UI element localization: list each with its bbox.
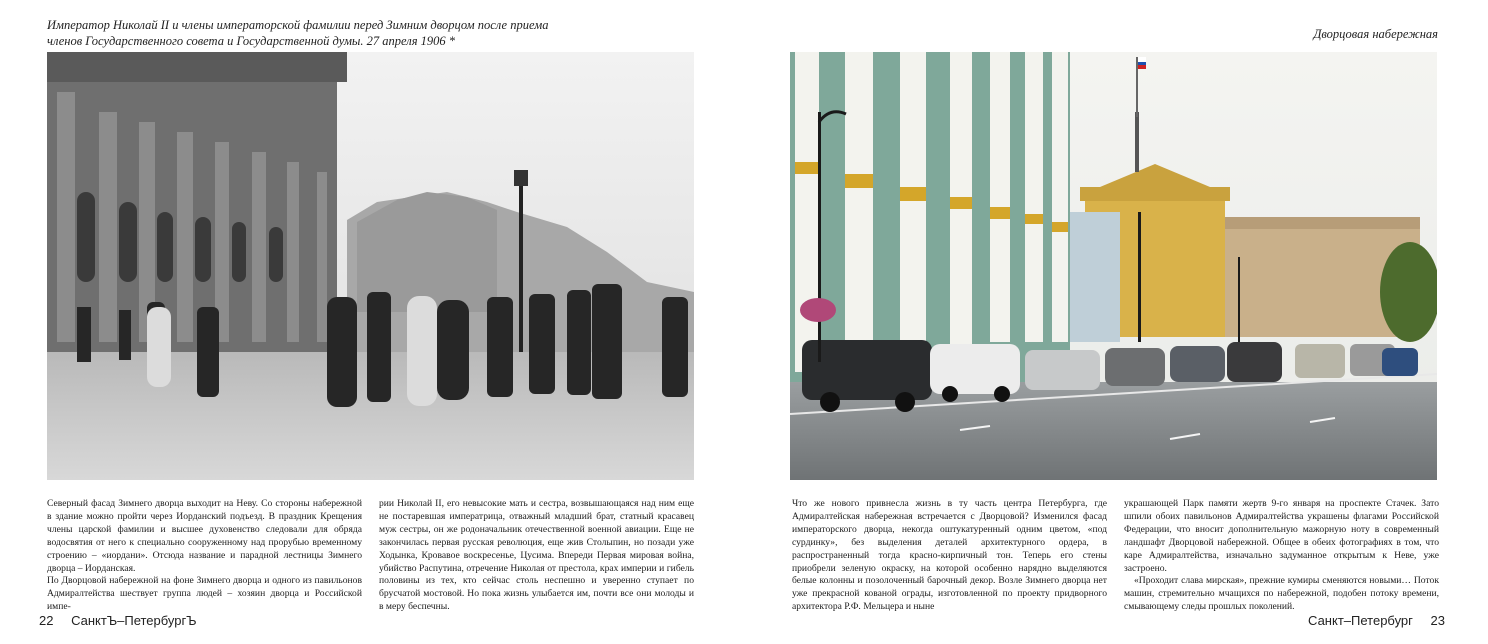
page-number: 22	[39, 613, 54, 628]
right-photo-caption: Дворцовая набережная	[1313, 27, 1438, 41]
left-text-column-1	[47, 498, 362, 614]
left-caption-line-2: членов Государственного совета и Государственной думы. 27 апреля 1906 *	[47, 34, 456, 48]
left-folio	[39, 613, 197, 628]
paragraph: Северный фасад Зимнего дворца выходит на Неву. Со стороны набережной в здание можно пройти через Иорданский подъезд. В праздник Крещения члены царской фамилии и высшее духовенство следовали для обряда водосвятия от него к специально сооруженному над прорубью временному строению – «иордани». Отсюда название и парадной лестницы Зимнего дворца – Иорданская.	[47, 498, 362, 574]
left-photo-caption	[47, 17, 607, 49]
paragraph: «Проходит слава мирская», прежние кумиры сменяются новыми… Поток машин, стремительно мчащихся по набережной, подобен потоку времени, смывающему следы прошлых поколений.	[1124, 575, 1439, 613]
right-text-column-1	[792, 498, 1107, 614]
paragraph: рии Николай II, его невысокие мать и сестра, возвышающаяся над ним еще не постаревшая императрица, отважный младший брат, статный красавец муж сестры, он же родоначальник отечественной военной авиации. Еще не закончилась первая русская революция, еще жив Столыпин, но позади уже Ходынка, Кровавое воскресенье, Цусима. Впереди Первая мировая война, убийство Распутина, отречение Николая от престола, крах империи и гибель половины из тех, кто сейчас столь неспешно и уверенно ступает по брусчатой мостовой. Но пока жизнь улыбается им, почти все они молоды и в меру беспечны.	[379, 498, 694, 613]
left-caption-line-1: Император Николай II и члены императорской фамилии перед Зимним дворцом после приема	[47, 18, 549, 32]
right-folio	[1308, 613, 1445, 628]
running-title: СанктЪ–ПетербургЪ	[71, 613, 197, 628]
left-text-column-2	[379, 498, 694, 614]
page-number: 23	[1430, 613, 1445, 628]
paragraph: Что же нового привнесла жизнь в ту часть центра Петербурга, где Адмиралтейская набережная встречается с Дворцовой? Изменился фасад императорского дворца, некогда оштукатуренный одним цветом, «под сурдинку», без выделения деталей архитектурного ордера, в распространенный тогда красно-кирпичный тон. Теперь его стены приобрели зеленую окраску, на которой особенно нарядно выделяются белые колонны и позолоченный барочный декор. Возле Зимнего дворца нет уже прекрасной кованой ограды, изготовленной по проекту придворного архитектора Р.Ф. Мельцера и ныне	[792, 498, 1107, 613]
paragraph: украшающей Парк памяти жертв 9-го января на проспекте Стачек. Зато шпили обоих павильонов Адмиралтейства украшены флагами Российской Федерации, что вносит дополнительную мажорную ноту в современный ландшафт Дворцовой набережной. Общее в обеих фотографиях в том, что каре Адмиралтейства, изначально задуманное открытым к Неве, уже застроено.	[1124, 498, 1439, 574]
right-text-column-2	[1124, 498, 1439, 614]
modern-photo	[790, 52, 1437, 480]
historic-photo	[47, 52, 694, 480]
paragraph: По Дворцовой набережной на фоне Зимнего дворца и одного из павильонов Адмиралтейства шествует группа людей – хозяин дворца и Российской импе-	[47, 575, 362, 613]
running-title: Санкт–Петербург	[1308, 613, 1413, 628]
